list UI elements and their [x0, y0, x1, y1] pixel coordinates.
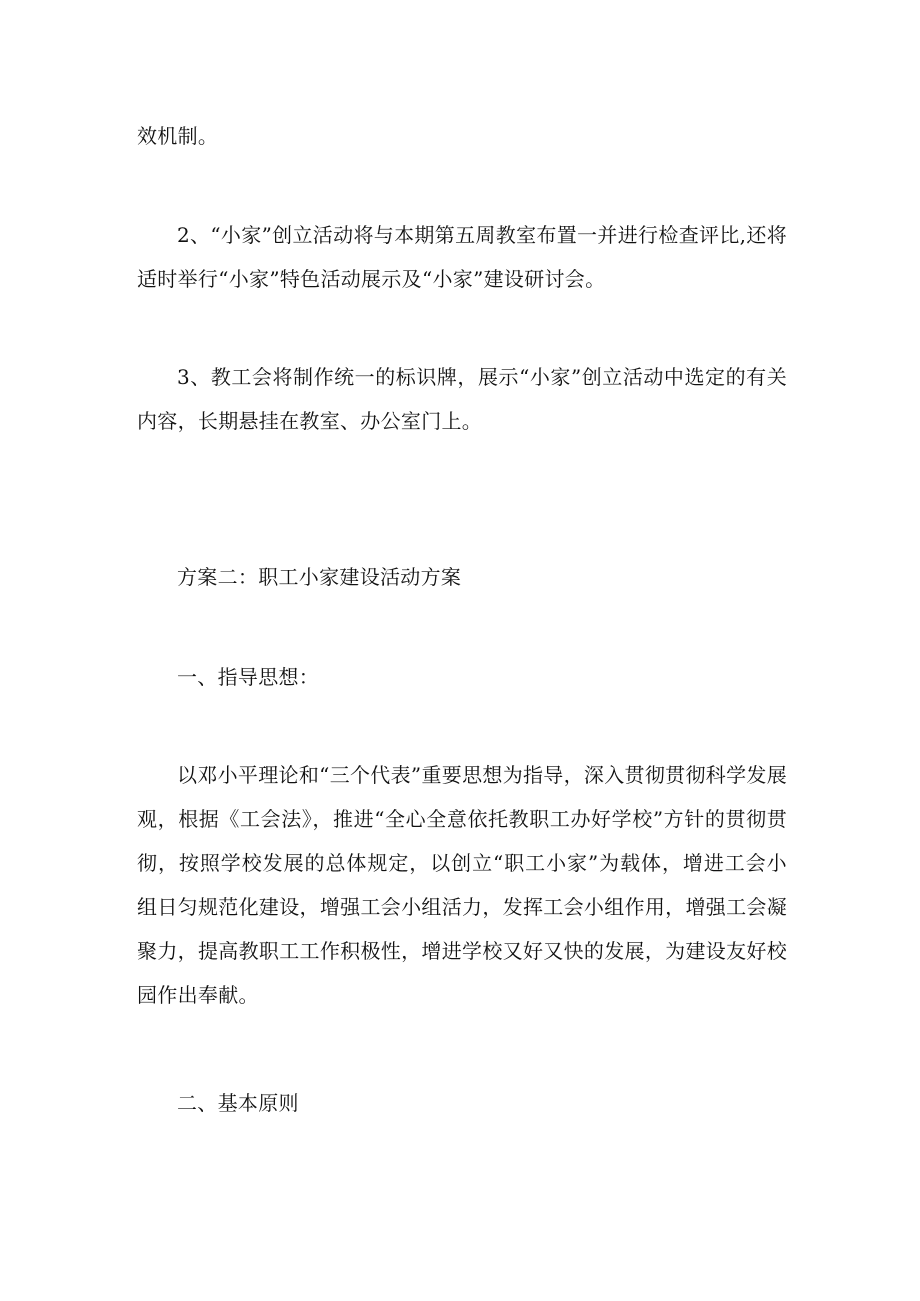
item-2-paragraph: 2、“小家”创立活动将与本期第五周教室布置一并进行检查评比,还将适时举行“小家”特色活动展示及“小家”建设研讨会。 [137, 223, 787, 291]
section-two-title: 二、基本原则 [177, 1091, 299, 1115]
plan-two-title: 方案二：职工小家建设活动方案 [177, 565, 462, 589]
section-one-body: 以邓小平理论和“三个代表”重要思想为指导，深入贯彻贯彻科学发展观，根据《工会法》，推进“全心全意依托教职工办好学校”方针的贯彻贯彻，按照学校发展的总体规定，以创立“职工小家”为载体，增进工会小组日匀规范化建设，增强工会小组活力，发挥工会小组作用，增强工会凝聚力，提高教职工工作积极性，增进学校又好又快的发展，为建设友好校园作出奉献。 [137, 763, 787, 1007]
continuation-paragraph: 效机制。 [137, 124, 219, 148]
section-one-title: 一、指导思想： [177, 665, 320, 689]
item-3-paragraph: 3、教工会将制作统一的标识牌，展示“小家”创立活动中选定的有关内容，长期悬挂在教室、办公室门上。 [137, 365, 787, 433]
